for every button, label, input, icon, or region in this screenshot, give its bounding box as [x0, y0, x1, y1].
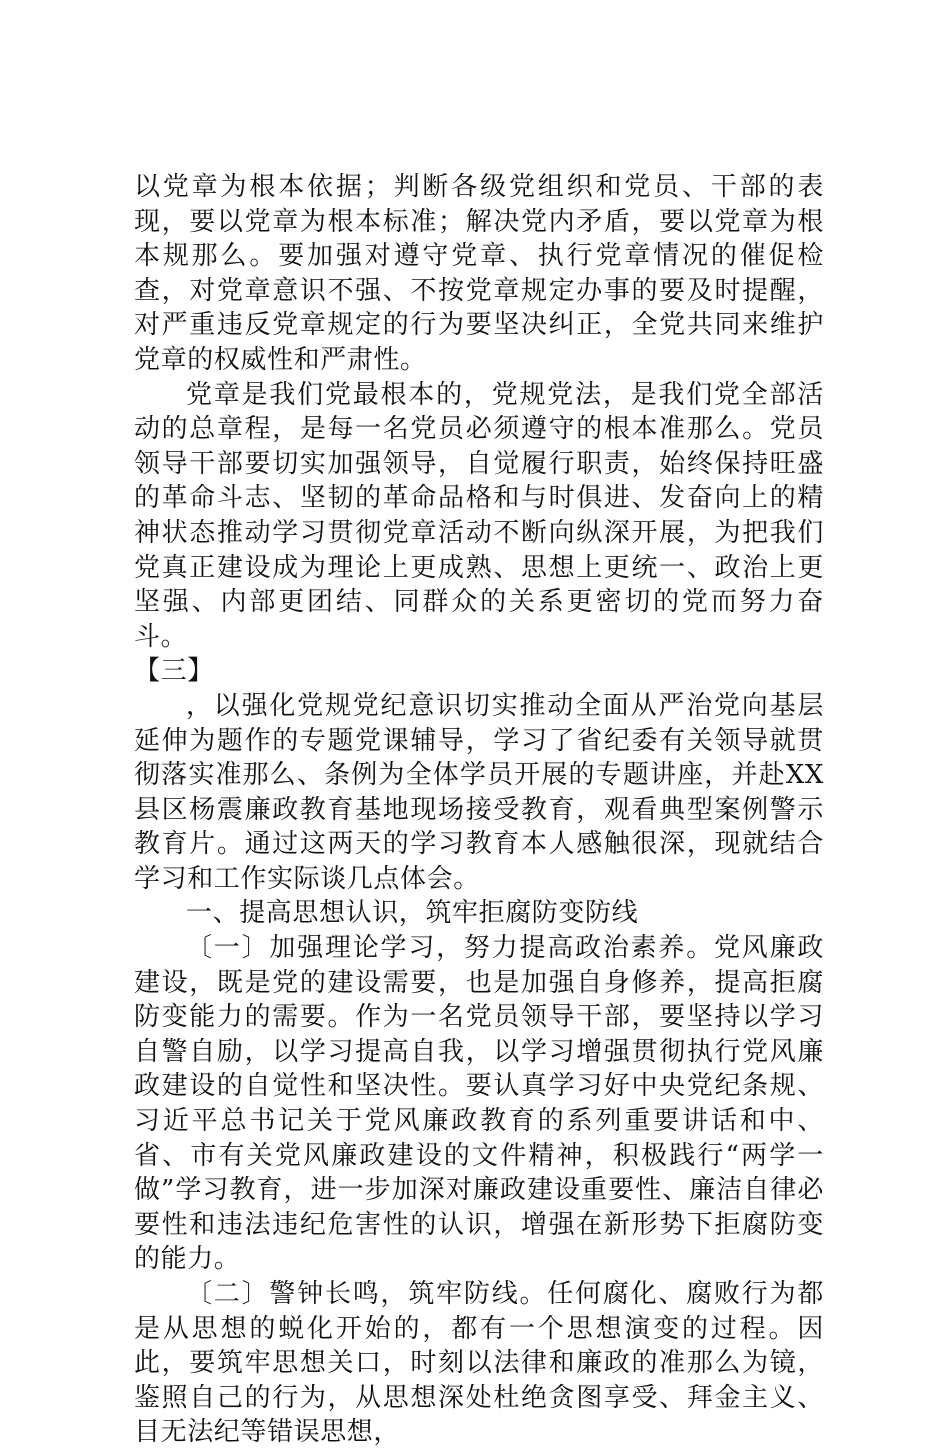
section-heading-three: 【三】	[134, 656, 214, 687]
paragraph-subsection-two: 〔二〕警钟长鸣，筑牢防线。任何腐化、腐败行为都是从思想的蜕化开始的，都有一个思想演变的过程。因此，要筑牢思想关口，时刻以法律和廉政的准那么为镜，鉴照自己的行为，从思想深处杜绝贪图享受、拜金主义、目无法纪等错误思想，	[134, 1279, 824, 1448]
paragraph-subsection-one: 〔一〕加强理论学习，努力提高政治素养。党风廉政建设，既是党的建设需要，也是加强自身修养，提高拒腐防变能力的需要。作为一名党员领导干部，要坚持以学习自警自励，以学习提高自我，以学习增强贯彻执行党风廉政建设的自觉性和坚决性。要认真学习好中央党纪条规、习近平总书记关于党风廉政教育的系列重要讲话和中、省、市有关党风廉政建设的文件精神，积极践行“两学一做”学习教育，进一步加深对廉政建设重要性、廉洁自律必要性和违法违纪危害性的认识，增强在新形势下拒腐防变的能力。	[134, 933, 824, 1275]
document-body	[134, 170, 824, 1450]
paragraph-party-constitution: 党章是我们党最根本的，党规党法，是我们党全部活动的总章程，是每一名党员必须遵守的根本准那么。党员领导干部要切实加强领导，自觉履行职责，始终保持旺盛的革命斗志、坚韧的革命品格和与时俱进、发奋向上的精神状态推动学习贯彻党章活动不断向纵深开展，为把我们党真正建设成为理论上更成熟、思想上更统一、政治上更坚强、内部更团结、同群众的关系更密切的党而努力奋斗。	[134, 379, 824, 652]
section-heading-one: 一、提高思想认识，筑牢拒腐防变防线	[186, 898, 639, 929]
paragraph-continued: 以党章为根本依据；判断各级党组织和党员、干部的表现，要以党章为根本标准；解决党内矛盾，要以党章为根本规那么。要加强对遵守党章、执行党章情况的催促检查，对党章意识不强、不按党章规定办事的要及时提醒，对严重违反党章规定的行为要坚决纠正，全党共同来维护党章的权威性和严肃性。	[134, 172, 824, 375]
paragraph-intro: ，以强化党规党纪意识切实推动全面从严治党向基层延伸为题作的专题党课辅导，学习了省纪委有关领导就贯彻落实准那么、条例为全体学员开展的专题讲座，并赴XX县区杨震廉政教育基地现场接受教育，观看典型案例警示教育片。通过这两天的学习教育本人感触很深，现就结合学习和工作实际谈几点体会。	[134, 690, 824, 894]
